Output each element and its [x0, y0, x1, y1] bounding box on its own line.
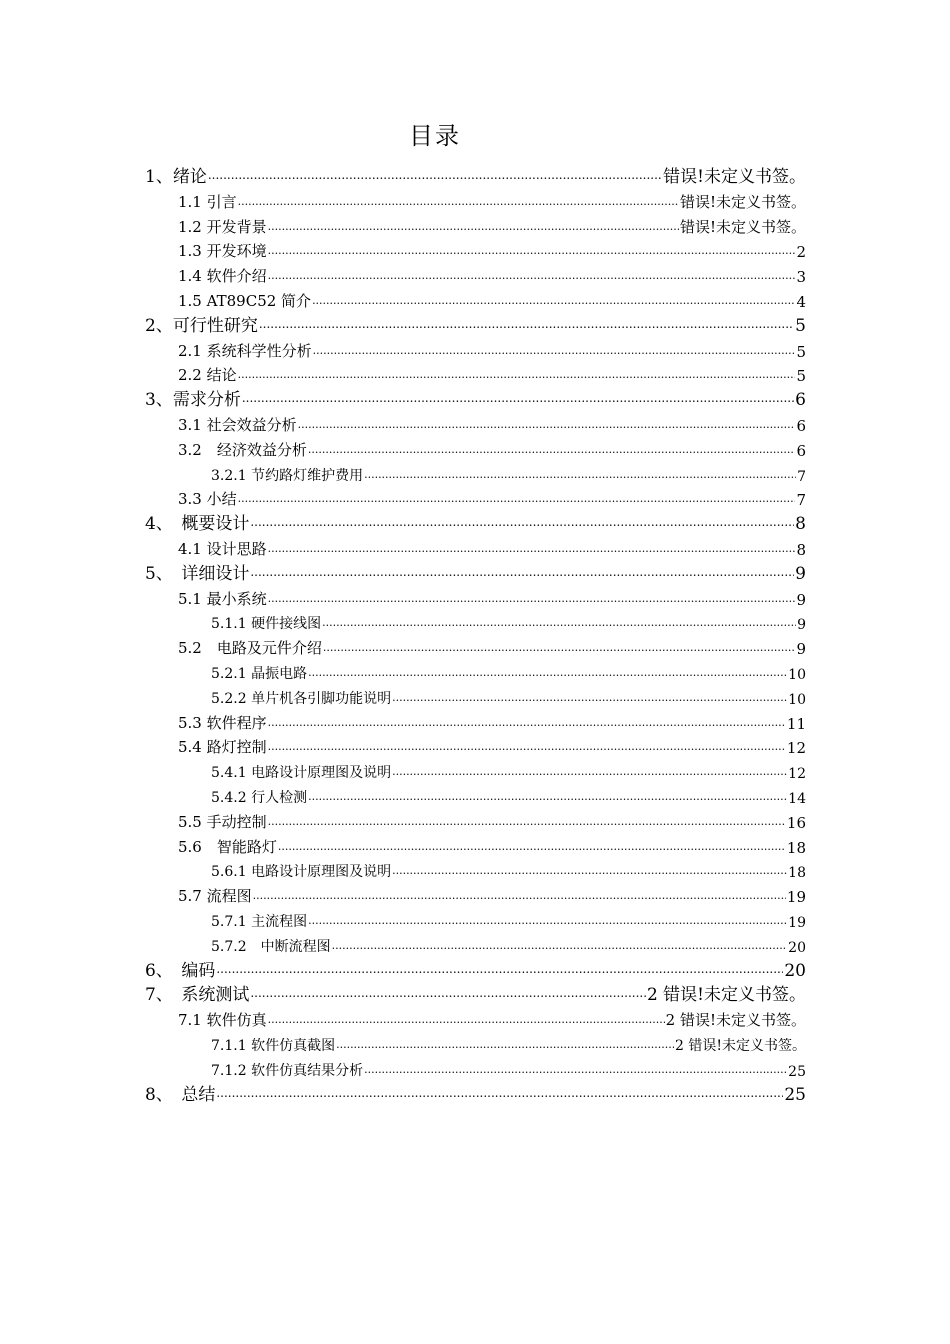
- toc-entry-page: 19: [786, 888, 806, 907]
- toc-entry-page: 12: [786, 739, 806, 758]
- toc-entry[interactable]: [145, 957, 806, 981]
- toc-leader-dots: [308, 789, 787, 803]
- toc-entry[interactable]: [178, 882, 806, 906]
- toc-entry-page: 8: [796, 541, 806, 559]
- toc-entry-label: 3、需求分析: [145, 390, 241, 411]
- toc-entry[interactable]: [145, 510, 806, 534]
- toc-entry-page: 6: [796, 417, 806, 435]
- toc-leader-dots: [323, 639, 796, 654]
- toc-entry-page: 3: [796, 268, 806, 287]
- toc-entry-label: 5.1.1 硬件接线图: [211, 616, 322, 633]
- toc-entry-page: 错误!未定义书签。: [679, 192, 806, 211]
- toc-entry-label: 7.1 软件仿真: [178, 1011, 267, 1030]
- toc-leader-dots: [242, 389, 794, 406]
- toc-entry-page: 10: [788, 667, 806, 683]
- toc-leader-dots: [332, 938, 788, 952]
- toc-entry-page: 9: [797, 617, 806, 634]
- toc-entry[interactable]: [145, 163, 806, 187]
- toc-entry-page: 25: [784, 1084, 806, 1105]
- toc-leader-dots: [322, 615, 796, 629]
- toc-entry-label: 3.1 社会效益分析: [178, 416, 297, 434]
- toc-leader-dots: [312, 292, 795, 307]
- toc-entry-label: 5.6.1 电路设计原理图及说明: [211, 864, 392, 881]
- toc-entry-page: 11: [786, 714, 806, 733]
- toc-leader-dots: [238, 193, 679, 208]
- toc-entry-page: 10: [788, 691, 806, 708]
- toc-leader-dots: [268, 590, 796, 605]
- toc-entry-page: 4: [796, 293, 806, 311]
- toc-entry-label: 3.2.1 节约路灯维护费用: [211, 467, 364, 484]
- toc-entry-page: 20: [788, 939, 806, 956]
- toc-entry-label: 5.1 最小系统: [178, 589, 267, 608]
- toc-entry-page: 7: [796, 491, 806, 510]
- toc-entry-label: 1.3 开发环境: [178, 242, 267, 261]
- toc-entry-label: 5.7.1 主流程图: [211, 914, 308, 930]
- toc-entry-page: 8: [795, 514, 806, 535]
- toc-entry-page: 6: [796, 441, 806, 460]
- toc-entry-page: 18: [788, 865, 806, 882]
- toc-leader-dots: [278, 838, 786, 853]
- toc-leader-dots: [268, 738, 786, 753]
- toc-entry[interactable]: [178, 485, 806, 509]
- toc-entry[interactable]: [211, 1031, 806, 1055]
- toc-title: 目录: [409, 122, 461, 150]
- toc-leader-dots: [308, 665, 787, 679]
- toc-entry-page: 19: [788, 915, 806, 931]
- toc-entry[interactable]: [178, 709, 806, 733]
- toc-entry[interactable]: [211, 461, 806, 485]
- toc-leader-dots: [208, 166, 662, 183]
- toc-entry-label: 5.5 手动控制: [178, 812, 267, 831]
- toc-leader-dots: [216, 960, 783, 977]
- toc-entry[interactable]: [178, 436, 806, 460]
- toc-entry-page: 9: [796, 590, 806, 609]
- toc-leader-dots: [268, 714, 786, 729]
- toc-leader-dots: [268, 242, 796, 257]
- toc-entry[interactable]: [211, 758, 806, 782]
- toc-entry-label: 5.4.1 电路设计原理图及说明: [211, 765, 392, 782]
- toc-entry-label: 2.2 结论: [178, 366, 237, 385]
- toc-entry-page: 20: [784, 960, 806, 981]
- toc-leader-dots: [268, 813, 786, 828]
- toc-entry-label: 4.1 设计思路: [178, 540, 267, 558]
- toc-entry-page: 7: [797, 468, 806, 485]
- toc-entry-label: 1.5 AT89C52 简介: [178, 292, 312, 310]
- toc-leader-dots: [392, 764, 787, 778]
- toc-leader-dots: [216, 1084, 783, 1101]
- toc-entry[interactable]: [178, 411, 806, 435]
- toc-entry-label: 2、可行性研究: [145, 315, 258, 336]
- toc-entry-page: 6: [795, 390, 806, 411]
- toc-leader-dots: [268, 218, 679, 233]
- toc-leader-dots: [392, 690, 787, 704]
- toc-entry-label: 5.4 路灯控制: [178, 738, 267, 757]
- toc-entry[interactable]: [145, 560, 806, 584]
- toc-entry[interactable]: [211, 659, 806, 683]
- toc-entry-page: 2 错误!未定义书签。: [675, 1038, 806, 1054]
- toc-entry-label: 6、 编码: [145, 960, 216, 981]
- toc-entry-label: 3.2 经济效益分析: [178, 440, 307, 459]
- toc-leader-dots: [253, 887, 786, 902]
- toc-entry[interactable]: [211, 857, 806, 881]
- toc-entry-page: 5: [796, 342, 806, 361]
- toc-leader-dots: [308, 441, 796, 456]
- toc-entry[interactable]: [178, 213, 806, 237]
- toc-entry-label: 7.1.2 软件仿真结果分析: [211, 1062, 364, 1079]
- toc-leader-dots: [364, 1062, 787, 1076]
- toc-entry-page: 错误!未定义书签。: [679, 217, 806, 236]
- toc-entry[interactable]: [211, 1056, 806, 1080]
- toc-entry-label: 4、 概要设计: [145, 514, 250, 535]
- toc-leader-dots: [313, 342, 796, 357]
- toc-entry[interactable]: [178, 188, 806, 212]
- toc-entry-page: 18: [786, 838, 806, 857]
- toc-leader-dots: [392, 863, 787, 877]
- toc-entry[interactable]: [178, 585, 806, 609]
- toc-entry[interactable]: [178, 262, 806, 286]
- toc-leader-dots: [268, 1011, 665, 1026]
- toc-entry-label: 7.1.1 软件仿真截图: [211, 1038, 336, 1054]
- toc-entry[interactable]: [211, 932, 806, 956]
- toc-entry-label: 8、 总结: [145, 1084, 216, 1105]
- toc-entry-label: 1.1 引言: [178, 192, 237, 211]
- toc-entry[interactable]: [211, 907, 806, 931]
- toc-entry-page: 12: [788, 766, 806, 783]
- toc-entry-label: 2.1 系统科学性分析: [178, 341, 312, 360]
- toc-leader-dots: [250, 563, 794, 580]
- toc-leader-dots: [250, 984, 646, 1001]
- toc-entry-page: 9: [796, 640, 806, 659]
- toc-entry[interactable]: [145, 386, 806, 410]
- toc-entry[interactable]: [178, 361, 806, 385]
- toc-leader-dots: [336, 1037, 674, 1051]
- toc-entry-label: 1.4 软件介绍: [178, 267, 267, 286]
- toc-entry-label: 5.4.2 行人检测: [211, 790, 308, 806]
- toc-entry-label: 5.3 软件程序: [178, 713, 267, 732]
- toc-entry[interactable]: [178, 237, 806, 261]
- toc-entry-label: 5、 详细设计: [145, 563, 250, 584]
- toc-entry-page: 5: [796, 367, 806, 386]
- toc-entry-label: 5.6 智能路灯: [178, 837, 277, 856]
- toc-entry-label: 5.7.2 中断流程图: [211, 938, 331, 955]
- toc-entry[interactable]: [178, 634, 806, 658]
- toc-entry[interactable]: [145, 1081, 806, 1105]
- toc-entry[interactable]: [178, 535, 806, 559]
- toc-leader-dots: [250, 513, 794, 530]
- toc-entry-page: 2 错误!未定义书签。: [665, 1011, 806, 1030]
- toc-entry[interactable]: [211, 684, 806, 708]
- toc-entry[interactable]: [178, 733, 806, 757]
- toc-entry-label: 5.7 流程图: [178, 887, 252, 906]
- toc-leader-dots: [238, 366, 796, 381]
- toc-entry-label: 3.3 小结: [178, 490, 237, 509]
- toc-entry-label: 7、 系统测试: [145, 985, 250, 1006]
- toc-entry[interactable]: [178, 833, 806, 857]
- toc-entry-label: 5.2.1 晶振电路: [211, 666, 308, 682]
- toc-entry[interactable]: [178, 1006, 806, 1030]
- toc-entry[interactable]: [145, 312, 806, 336]
- toc-entry-page: 25: [788, 1063, 806, 1080]
- toc-leader-dots: [364, 467, 796, 481]
- toc-leader-dots: [268, 540, 796, 555]
- toc-leader-dots: [308, 913, 787, 927]
- toc-entry-page: 9: [795, 563, 806, 584]
- toc-entry[interactable]: [178, 287, 806, 311]
- toc-entry-page: 16: [786, 813, 806, 832]
- toc-entry-page: 14: [788, 791, 806, 807]
- toc-leader-dots: [259, 315, 794, 332]
- toc-entry-label: 5.2.2 单片机各引脚功能说明: [211, 690, 392, 707]
- toc-entry[interactable]: [178, 808, 806, 832]
- toc-entry-label: 1、绪论: [145, 167, 207, 187]
- toc-entry-page: 5: [795, 315, 806, 336]
- toc-leader-dots: [298, 416, 796, 431]
- toc-entry-page: 2: [796, 243, 806, 262]
- toc-entry[interactable]: [211, 783, 806, 807]
- toc-leader-dots: [268, 267, 796, 282]
- toc-leader-dots: [238, 490, 796, 505]
- toc-entry-label: 1.2 开发背景: [178, 217, 267, 236]
- toc-entry-page: 2 错误!未定义书签。: [646, 985, 806, 1006]
- toc-entry-label: 5.2 电路及元件介绍: [178, 639, 322, 658]
- toc-entry-page: 错误!未定义书签。: [663, 167, 806, 187]
- toc-entry[interactable]: [211, 609, 806, 633]
- toc-entry[interactable]: [145, 981, 806, 1005]
- toc-entry[interactable]: [178, 337, 806, 361]
